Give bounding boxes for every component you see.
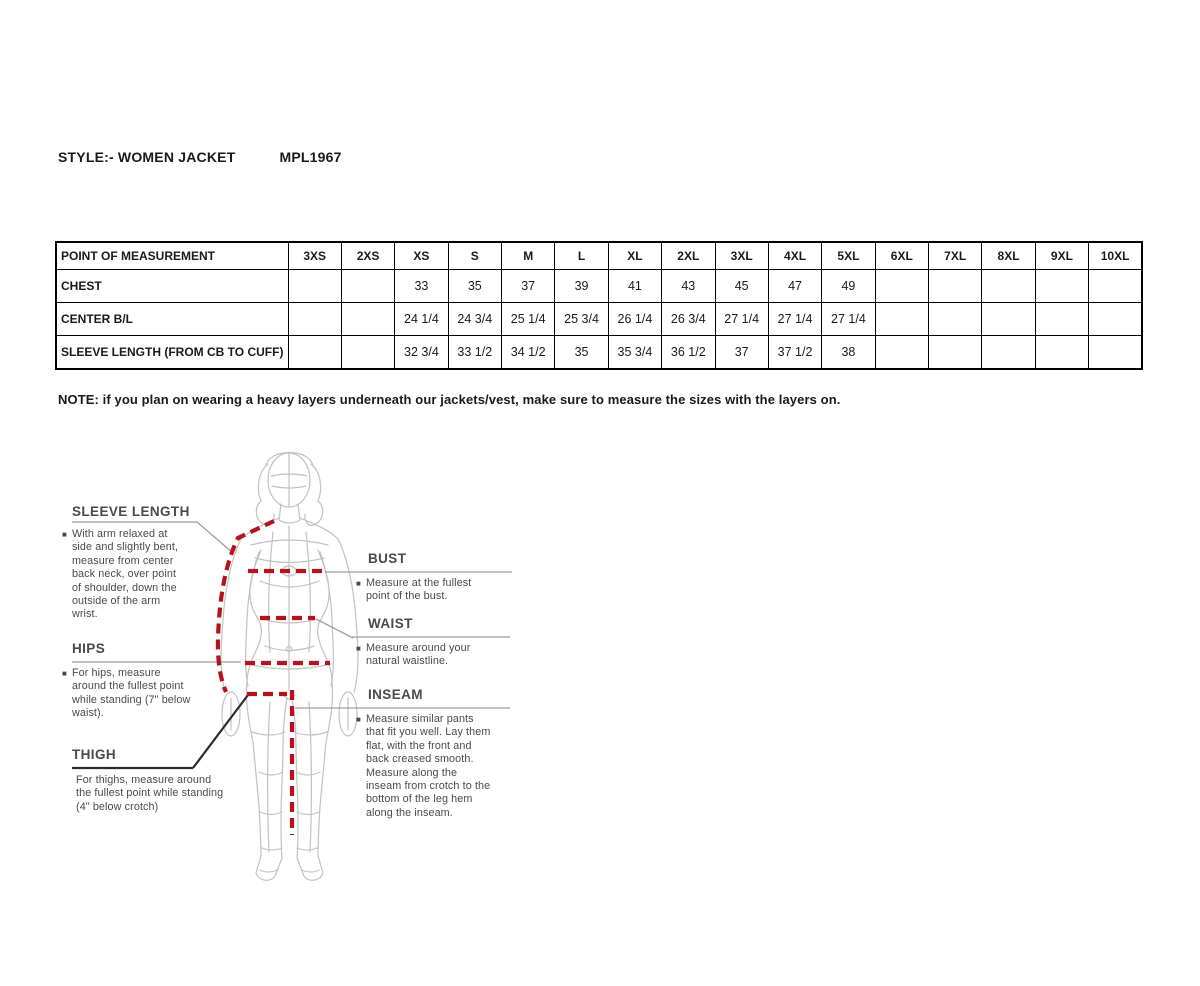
figure-wireframe [221, 453, 358, 881]
waist-leader-line [316, 619, 353, 638]
size-value-cell: 33 [395, 270, 448, 303]
bullet-icon: ■ [62, 669, 67, 678]
size-value-cell: 35 [448, 270, 501, 303]
bust-label: BUST [368, 551, 407, 566]
measurement-lines [218, 521, 330, 835]
size-value-cell [1035, 270, 1088, 303]
size-column-header: 3XL [715, 242, 768, 270]
size-value-cell: 39 [555, 270, 608, 303]
thigh-leader-line [193, 695, 248, 768]
size-column-header: 2XL [662, 242, 715, 270]
size-value-cell [288, 303, 341, 336]
size-value-cell [341, 303, 394, 336]
size-value-cell [875, 270, 928, 303]
size-value-cell: 36 1/2 [662, 336, 715, 369]
bullet-icon: ■ [356, 644, 361, 653]
size-value-cell: 32 3/4 [395, 336, 448, 369]
thigh-description: For thighs, measure around the fullest point while standing (4" below crotch) [76, 774, 224, 813]
size-value-cell [341, 270, 394, 303]
size-value-cell: 37 [715, 336, 768, 369]
size-value-cell: 27 1/4 [822, 303, 875, 336]
bust-description: ■ Measure at the fullest point of the bust. [356, 577, 472, 603]
size-value-cell [1089, 270, 1142, 303]
size-value-cell [1035, 336, 1088, 369]
size-column-header: 5XL [822, 242, 875, 270]
size-value-cell: 47 [768, 270, 821, 303]
document-title [58, 149, 342, 165]
size-value-cell [1089, 336, 1142, 369]
size-value-cell [341, 336, 394, 369]
size-value-cell: 27 1/4 [768, 303, 821, 336]
size-column-header: 4XL [768, 242, 821, 270]
size-value-cell: 33 1/2 [448, 336, 501, 369]
size-column-header: 10XL [1089, 242, 1142, 270]
size-value-cell: 25 1/4 [502, 303, 555, 336]
size-value-cell [1035, 303, 1088, 336]
size-column-header: 6XL [875, 242, 928, 270]
measurement-row-label: CHEST [56, 270, 288, 303]
sleeve-length-description: ■ With arm relaxed at side and slightly bent, measure from center back neck, over point of shoulder, down the outside of the arm wrist. [62, 528, 179, 621]
measurement-row-label: CENTER B/L [56, 303, 288, 336]
size-column-header: 8XL [982, 242, 1035, 270]
bullet-icon: ■ [356, 715, 361, 724]
sleeve-length-leader-line [197, 522, 233, 553]
size-value-cell [288, 336, 341, 369]
measurement-row-label: SLEEVE LENGTH (FROM CB TO CUFF) [56, 336, 288, 369]
size-value-cell: 43 [662, 270, 715, 303]
size-column-header: 7XL [929, 242, 982, 270]
size-value-cell: 27 1/4 [715, 303, 768, 336]
table-row [56, 303, 1142, 336]
size-value-cell [982, 270, 1035, 303]
size-column-header: M [502, 242, 555, 270]
size-column-header: XL [608, 242, 661, 270]
size-value-cell [1089, 303, 1142, 336]
size-value-cell: 24 3/4 [448, 303, 501, 336]
size-value-cell [875, 336, 928, 369]
size-value-cell [982, 336, 1035, 369]
size-value-cell: 35 3/4 [608, 336, 661, 369]
hips-label: HIPS [72, 641, 106, 656]
size-value-cell: 24 1/4 [395, 303, 448, 336]
layering-note: NOTE: if you plan on wearing a heavy layers underneath our jackets/vest, make sure to measure the sizes with the layers on. [58, 392, 841, 407]
table-row [56, 336, 1142, 369]
size-column-header: S [448, 242, 501, 270]
size-value-cell: 26 1/4 [608, 303, 661, 336]
size-column-header: 2XS [341, 242, 394, 270]
size-column-header: 9XL [1035, 242, 1088, 270]
size-column-header: XS [395, 242, 448, 270]
sleeve-length-label: SLEEVE LENGTH [72, 504, 190, 519]
size-value-cell [875, 303, 928, 336]
bullet-icon: ■ [356, 579, 361, 588]
size-value-cell: 34 1/2 [502, 336, 555, 369]
size-value-cell: 37 1/2 [768, 336, 821, 369]
size-value-cell: 45 [715, 270, 768, 303]
waist-description: ■ Measure around your natural waistline. [356, 642, 471, 668]
size-value-cell [929, 270, 982, 303]
size-value-cell: 35 [555, 336, 608, 369]
measurement-diagram [55, 440, 615, 900]
size-value-cell: 25 3/4 [555, 303, 608, 336]
bullet-icon: ■ [62, 530, 67, 539]
size-value-cell: 26 3/4 [662, 303, 715, 336]
size-value-cell: 49 [822, 270, 875, 303]
style-label: STYLE:- WOMEN JACKET [58, 149, 236, 165]
size-value-cell [929, 336, 982, 369]
size-value-cell [982, 303, 1035, 336]
inseam-description: ■ Measure similar pants that fit you well. Lay them flat, with the front and back creased smooth. Measure along the inseam from crotch to the bottom of the leg hem along the inseam. [356, 713, 491, 819]
size-column-header: 3XS [288, 242, 341, 270]
size-table-header [56, 242, 1142, 270]
size-column-header: L [555, 242, 608, 270]
size-value-cell: 41 [608, 270, 661, 303]
measurement-column-header: POINT OF MEASUREMENT [56, 242, 288, 270]
style-code: MPL1967 [279, 149, 342, 165]
hips-description: ■ For hips, measure around the fullest point while standing (7" below waist). [62, 667, 191, 720]
size-value-cell [288, 270, 341, 303]
table-row [56, 270, 1142, 303]
waist-label: WAIST [368, 616, 413, 631]
size-chart-table [55, 241, 1143, 370]
inseam-label: INSEAM [368, 687, 423, 702]
thigh-label: THIGH [72, 747, 116, 762]
size-value-cell: 37 [502, 270, 555, 303]
size-value-cell [929, 303, 982, 336]
size-table-body [56, 270, 1142, 369]
size-value-cell: 38 [822, 336, 875, 369]
